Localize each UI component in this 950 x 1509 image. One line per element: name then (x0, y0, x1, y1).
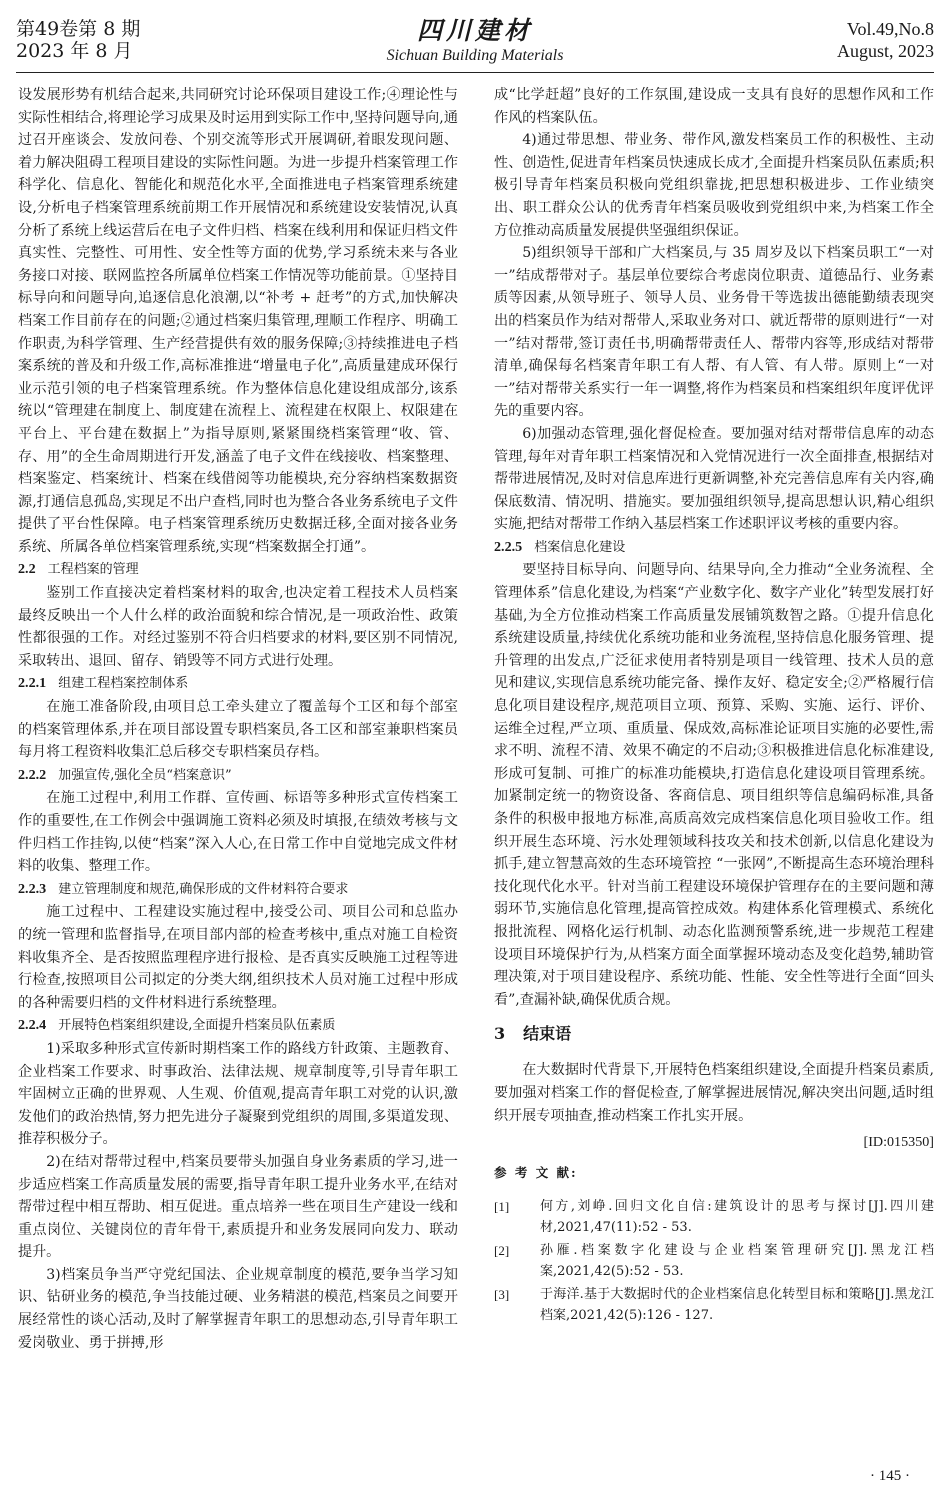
paragraph: 3)档案员争当严守党纪国法、企业规章制度的模范,要争当学习知识、钻研业务的模范,争当技能过硬、业务精湛的模范,档案员之间要开展经常性的谈心活动,及时了解掌握青年职工的思想动态,引导青年职工爱岗敬业、勇于拼搏,形 (18, 1266, 458, 1351)
paragraph: 施工过程中、工程建设实施过程中,接受公司、项目公司和总监办的统一管理和监督指导,在项目部内部的检查考核中,重点对施工自检资料收集齐全、是否按照监理程序进行报检、是否真实反映施工过程等进行检查,按照项目公司拟定的分类大纲,组织技术人员对施工过程中形成的各种需要归档的文件材料进行系统整理。 (18, 904, 458, 1011)
volume-issue-en: Vol.49,No.8 (846, 19, 934, 39)
date-cn: 2023 年 8 月 (16, 40, 133, 62)
section-heading-2-2-3 (18, 878, 458, 902)
page-number: · 145 · (870, 1468, 910, 1484)
paragraph: 成“比学赶超”良好的工作氛围,建设成一支具有良好的思想作风和工作作风的档案队伍。 (494, 87, 934, 126)
left-column (18, 84, 458, 1354)
section-title: 建立管理制度和规范,确保形成的文件材料符合要求 (58, 881, 349, 897)
section-title: 工程档案的管理 (47, 562, 139, 578)
section-heading-3 (494, 1021, 934, 1047)
section-heading-2-2 (18, 558, 458, 582)
section-heading-2-2-2 (18, 764, 458, 788)
section-number: 2.2.3 (18, 880, 47, 897)
reference-number: [1] (494, 1199, 510, 1215)
date-en: August, 2023 (836, 41, 934, 61)
journal-logo-cn: 四川建材 (416, 16, 533, 45)
reference-item (494, 1284, 934, 1326)
paragraph: 5)组织领导干部和广大档案员,与 35 周岁及以下档案员职工“一对一”结成帮带对子。基层单位要综合考虑岗位职责、道德品行、业务素质等因素,从领导班子、领导人员、业务骨干等选拔出德能勤绩表现突出的档案员作为结对帮带人,采取业务对口、就近帮带的原则进行“一对一”结对帮带,签订责任书,明确帮带责任人、帮带内容等,形成结对帮带清单,确保每名档案青年职工有人帮、有人管、有人带。原则上“一对一”结对帮带关系实行一年一调整,将作为档案员和档案组织年度评优评先的重要内容。 (494, 245, 934, 420)
paragraph: 4)通过带思想、带业务、带作风,激发档案员工作的积极性、主动性、创造性,促进青年档案员快速成长成才,全面提升档案员队伍素质;积极引导青年档案员积极向党组织靠拢,把思想积极进步、工作业绩突出、职工群众公认的优秀青年档案员吸收到党组织中来,为档案工作全方位推动高质量发展提供坚强组织保证。 (494, 132, 934, 239)
references-title: 参 考 文 献: (494, 1164, 578, 1180)
article-id: [ID:015350] (863, 1134, 934, 1151)
section-title: 结束语 (523, 1024, 572, 1044)
paragraph: 在大数据时代背景下,开展特色档案组织建设,全面提升档案员素质,要加强对档案工作的督促检查,了解掌握进展情况,解决突出问题,适时组织开展专项抽查,推动档案工作扎实开展。 (494, 1062, 934, 1124)
paragraph: 要坚持目标导向、问题导向、结果导向,全力推动“全业务流程、全管理体系”信息化建设,为档案“产业数字化、数字产业化”转型发展打好基础,为全方位推动档案工作高质量发展铺筑数智之路。①提升信息化系统建设质量,持续优化系统功能和业务流程,坚持信息化服务管理、提升管理的出发点,广泛征求使用者特别是项目一线管理、技术人员的意见和建议,实现信息系统功能完备、操作友好、稳定安全;②严格履行信息化项目建设程序,规范项目立项、预算、采购、实施、运行、评价、运维全过程,严立项、重质量、保成效,高标准论证项目实施的必要性,需求不明、流程不清、效果不确定的不启动;③积极推进信息化标准建设,形成可复制、可推广的标准功能模块,打造信息化建设项目管理系统。加紧制定统一的物资设备、客商信息、项目组织等信息编码标准,具备条件的积极申报地方标准,高质高效完成档案信息化项目验收工作。组织开展生态环境、污水处理领域科技攻关和技术创新,以信息化建设为抓手,建立智慧高效的生态环境管控 “一张网”,不断提高生态环境治理科技化现代化水平。针对当前工程建设环境保护管理存在的主要问题和薄弱环节,实施信息化管理,提高管控成效。构建体系化管理模式、系统化报批流程、网格化运行机制、动态化监测预警系统,进一步规范工程建设项目环境保护行为,从档案方面全面掌握环境动态及变化趋势,辅助管理决策,对于项目建设程序、系统功能、性能、安全性等进行全面“回头看”,查漏补缺,确保优质合规。 (494, 562, 934, 1008)
right-column (494, 84, 934, 1328)
page-header (16, 16, 934, 73)
paragraph: 设发展形势有机结合起来,共同研究讨论环保项目建设工作;④理论性与实际性相结合,将理论学习成果及时运用到实际工作中,坚持问题导向,通过召开座谈会、发放问卷、个别交流等形式开展调研,着眼发现问题、着力解决阻碍工程项目建设的实际性问题。为进一步提升档案管理工作科学化、信息化、智能化和规范化水平,全面推进电子档案管理系统建设,分析电子档案管理系统前期工作开展情况和系统建设安装情况,认真分析了系统上线运营后在电子文件归档、档案在线利用和保证归档文件真实性、完整性、可用性、安全性等方面的优势,学习系统未来与各业务接口对接、联网监控各所属单位档案工作情况等功能前景。①坚持目标导向和问题导向,追逐信息化浪潮,以“补考 + 赶考”的方式,加快解决档案工作目前存在的问题;②通过档案归集管理,理顺工作程序、明确工作职责,为科学管理、生产经营提供有效的服务保障;③持续推进电子档案系统的普及和升级工作,高标准推进“增量电子化”,高质量建成环保行业示范引领的电子档案管理系统。作为整体信息化建设组成部分,该系统以“管理建在制度上、制度建在流程上、流程建在权限上、权限建在平台上、平台建在数据上”为指导原则,紧紧围绕档案管理“收、管、存、用”的全生命周期进行开发,涵盖了电子文件在线接收、档案整理、档案鉴定、档案统计、档案在线借阅等功能模块,充分容纳档案数据资源,打通信息孤岛,实现足不出户查档,同时也为整合各业务系统电子文件提供了平台性保障。电子档案管理系统历史数据迁移,全面对接各业务系统、所属各单位档案管理系统,实现“档案数据全打通”。 (18, 87, 458, 555)
section-title: 组建工程档案控制体系 (58, 676, 189, 692)
volume-issue-cn: 第49卷第 8 期 (16, 18, 141, 40)
section-title: 档案信息化建设 (534, 539, 626, 555)
reference-text: 何方,刘峥.回归文化自信:建筑设计的思考与探讨[J].四川建材,2021,47(11):52 - 53. (540, 1199, 934, 1236)
section-number: 2.2.2 (18, 766, 47, 783)
reference-item (494, 1196, 934, 1238)
section-heading-2-2-5 (494, 536, 934, 560)
paragraph: 在施工过程中,利用工作群、宣传画、标语等多种形式宣传档案工作的重要性,在工作例会中强调施工资料必须及时填报,在绩效考核与文件归档工作挂钩,以使“档案”深入人心,在日常工作中自觉地完成文件材料的收集、整理工作。 (18, 790, 458, 875)
section-title: 开展特色档案组织建设,全面提升档案员队伍素质 (58, 1018, 336, 1034)
paragraph: 在施工准备阶段,由项目总工牵头建立了覆盖每个工区和每个部室的档案管理体系,并在项目部设置专职档案员,各工区和部室兼职档案员每月将工程资料收集汇总后移交专职档案员存档。 (18, 699, 458, 761)
section-number: 2.2.1 (18, 675, 47, 692)
reference-number: [2] (494, 1243, 510, 1259)
paragraph: 1)采取多种形式宣传新时期档案工作的路线方针政策、主题教育、企业档案工作要求、时事政治、法律法规、规章制度等,引导青年职工牢固树立正确的世界观、人生观、价值观,提高青年职工对党的认识,激发他们的政治热情,努力把先进分子凝聚到党组织的周围,多渠道发现、推荐积极分子。 (18, 1040, 458, 1148)
section-heading-2-2-1 (18, 672, 458, 696)
section-number: 3 (494, 1024, 506, 1044)
reference-number: [3] (494, 1287, 510, 1303)
section-number: 2.2 (18, 561, 36, 578)
reference-text: 孙雁.档案数字化建设与企业档案管理研究[J].黑龙江档案,2021,42(5):52 - 53. (540, 1243, 934, 1280)
journal-name-en: Sichuan Building Materials (386, 47, 564, 64)
paragraph: 鉴别工作直接决定着档案材料的取舍,也决定着工程技术人员档案最终反映出一个人什么样的政治面貌和综合情况,是一项政治性、政策性都很强的工作。对经过鉴别不符合归档要求的材料,要区别不同情况,采取转出、退回、留存、销毁等不同方式进行处理。 (18, 585, 458, 669)
paragraph: 2)在结对帮带过程中,档案员要带头加强自身业务素质的学习,进一步适应档案工作高质量发展的需要,指导青年职工提升业务水平,在结对帮带过程中相互帮助、相互促进。重点培养一些在项目生产建设一线和重点岗位、关键岗位的青年骨干,素质提升和业务发展同向发力、联动提升。 (18, 1153, 458, 1261)
paragraph: 6)加强动态管理,强化督促检查。要加强对结对帮带信息库的动态管理,每年对青年职工档案情况和入党情况进行一次全面排查,根据结对帮带进展情况,及时对信息库进行更新调整,补充完善信息库有关内容,确保底数清、情况明、措施实。要加强组织领导,提高思想认识,精心组织实施,把结对帮带工作纳入基层档案工作述职评议考核的重要内容。 (494, 425, 934, 533)
section-title: 加强宣传,强化全员“档案意识” (58, 767, 232, 783)
reference-text: 于海洋.基于大数据时代的企业档案信息化转型目标和策略[J].黑龙江档案,2021,42(5):126 - 127. (540, 1287, 934, 1324)
section-number: 2.2.5 (494, 538, 523, 555)
section-heading-2-2-4 (18, 1014, 458, 1038)
header-right (837, 18, 934, 62)
reference-item (494, 1240, 934, 1282)
section-number: 2.2.4 (18, 1017, 47, 1034)
journal-masthead (16, 16, 934, 66)
